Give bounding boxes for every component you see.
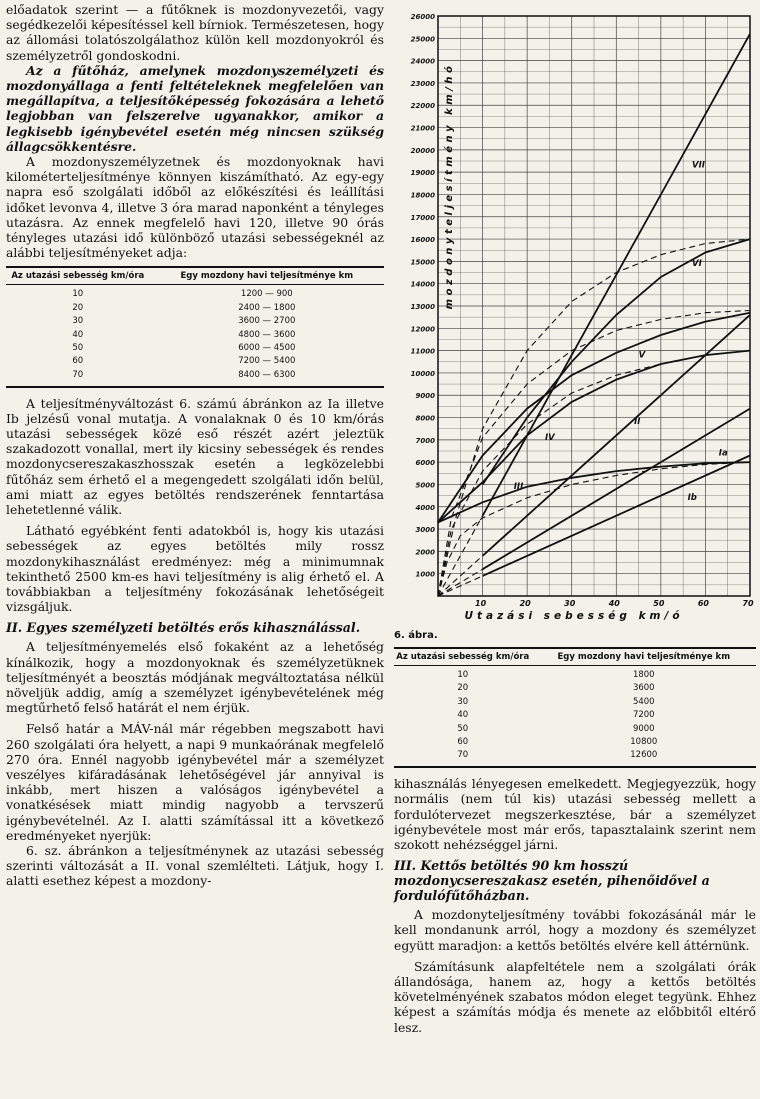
y-tick-label: 23000 [410, 79, 435, 88]
table-row [394, 683, 756, 696]
y-tick-label: 17000 [410, 213, 435, 222]
paragraph: kihasználás lényegesen emelkedett. Megjegyezzük, hogy normális (nem túl kis) utazási sebesség mellett a fordulótervezet megszerkesztése, bár a személyzet igénybevétele most már erős, tapasztalaink szerint nem szokott nehézséggel járni. [394, 776, 756, 852]
y-tick-label: 3000 [415, 526, 435, 535]
table-cell: 60 [457, 736, 469, 747]
table-cell: 40 [457, 710, 469, 721]
table-cell: 1800 [632, 670, 655, 680]
y-tick-label: 15000 [410, 258, 435, 267]
table-cell: 30 [72, 316, 84, 327]
y-tick-label: 16000 [410, 236, 435, 245]
table-cell: 70 [394, 750, 532, 768]
table-header-performance: Egy mozdony havi teljesítménye km [150, 267, 384, 285]
speed-performance-table [6, 266, 384, 387]
series-label: Ib [687, 493, 697, 504]
table-row [6, 356, 384, 369]
paragraph: A teljesítményemelés első fokaként az a lehetőség kínálkozik, hogy a mozdonyoknak és személyzetüknek teljesítményét a beosztás módjának megváltoztatása nélkül növeljük addig, amíg a személyzet igénybevételének még megtűrhető felső határát el nem érjük. [6, 639, 384, 716]
x-tick-label: 20 [519, 599, 531, 608]
table-header-speed: Az utazási sebesség km/óra [394, 648, 532, 666]
y-tick-label: 5000 [415, 481, 435, 490]
x-tick-label: 60 [697, 599, 709, 608]
section-heading: II. Egyes személyzeti betöltés erős kihasználással. [6, 620, 361, 636]
y-tick-label: 7000 [415, 436, 435, 445]
x-tick-label: 30 [564, 599, 576, 608]
series-label: VI [692, 258, 702, 269]
table-row [6, 315, 384, 328]
left-column [6, 2, 384, 889]
y-tick-label: 22000 [410, 102, 435, 111]
table-header-performance: Egy mozdony havi teljesítménye km [532, 648, 756, 666]
y-tick-label: 4000 [415, 503, 435, 512]
emphasis-paragraph: Az a fűtőház, amelynek mozdonyszemélyzeti és mozdonyállaga a fenti feltételeknek megfelelően van megállapítva, a teljesítőképesség fokozására a lehető legjobban van felszerelve ugyanakkor, amikor a legkisebb igénybevétel esetén még nincsen szükség állagcsökkentésre. [6, 62, 384, 154]
table-cell: 9000 [632, 723, 655, 734]
table-row [6, 302, 384, 315]
table-cell: 70 [6, 369, 150, 387]
performance-chart [394, 4, 756, 624]
table-cell: 50 [457, 723, 469, 734]
paragraph: A teljesítményváltozást 6. számú ábránkon az Ia illetve Ib jelzésű vonal mutatja. A vonalaknak 0 és 10 km/órás utazási sebességek közé eső részét azért jeleztük szakadozott vonallal, mert ily kicsiny sebességek és rendes mozdonycsereszakaszhosszak esetén a legközelebbi fűtőház sem érhető el a megengedett szolgálati időn belül, ami miatt az egyes betöltés rendszerének fenntartása lehetetlenné válik. [6, 395, 384, 518]
paragraph: előadatok szerint — a fűtőknek is mozdonyvezetői, vagy segédkezelői képesítéssel kell bírniok. Természetesen, hogy az állomási tolatószolgálathoz külön kell mozdonyokról és személyzetről gondoskodni. [6, 2, 384, 63]
section-heading: III. Kettős betöltés 90 km hosszú mozdonycsereszakasz esetén, pihenőidővel a fordulófűtőházban. [394, 858, 710, 904]
y-tick-label: 24000 [410, 57, 435, 66]
speed-performance-table-2 [394, 647, 756, 768]
table-cell: 5400 [632, 696, 655, 707]
y-tick-label: 11000 [410, 347, 435, 356]
table-row [394, 723, 756, 736]
y-tick-label: 26000 [410, 13, 435, 21]
table-cell: 2400 — 1800 [238, 302, 296, 313]
x-axis-label: Utazási sebesség km/ó [464, 610, 684, 622]
y-tick-label: 9000 [415, 392, 435, 401]
table-row [394, 709, 756, 722]
y-tick-label: 13000 [410, 303, 435, 311]
table-row [394, 736, 756, 749]
series-label: V [638, 350, 646, 361]
x-tick-label: 10 [475, 599, 487, 608]
y-tick-label: 1000 [415, 570, 435, 579]
table-cell: 7200 [632, 710, 655, 721]
y-tick-label: 12000 [410, 325, 435, 334]
table-header-speed: Az utazási sebesség km/óra [6, 267, 150, 285]
table-row [394, 666, 756, 683]
x-tick-label: 40 [608, 599, 620, 608]
table-cell: 10 [457, 670, 469, 680]
table-cell: 30 [457, 696, 469, 707]
y-tick-label: 14000 [410, 280, 435, 289]
x-tick-label: 50 [653, 599, 665, 608]
series-label: II [634, 417, 641, 428]
table-cell: 4800 — 3600 [238, 329, 296, 340]
table-cell: 8400 — 6300 [150, 369, 384, 387]
table-cell: 20 [72, 302, 84, 313]
table-row [394, 750, 756, 768]
table-cell: 3600 [632, 683, 655, 694]
paragraph: Látható egyébként fenti adatokból is, hogy kis utazási sebességek az egyes betöltés mily rossz mozdonykihasználást eredményez: még a minimumnak tekinthető 2500 km-es havi teljesítmény is alig érhető el. A továbbiakban a teljesítmény fokozásának lehetőségeit vizsgáljuk. [6, 523, 384, 615]
y-tick-label: 20000 [410, 146, 435, 155]
y-tick-label: 18000 [410, 191, 435, 200]
table-row [394, 696, 756, 709]
paragraph: Felső határ a MÁV-nál már régebben megszabott havi 260 szolgálati óra helyett, a napi 9 munkaórának megfelelő 270 óra. Ennél nagyobb igénybevétel már a személyzet veszélyes kifáradásának lehetőségével jár annyival is inkább, mert hiszen a valóságos igénybevétel a vonatkésések miatt mindig nagyobb a tervszerű igénybevételnél. Az I. alatti számítással itt a következő eredményeket nyerjük: [6, 721, 384, 843]
series-label: VII [692, 160, 705, 171]
table-cell: 1200 — 900 [240, 289, 293, 300]
series-label: IV [544, 432, 555, 443]
x-tick-label: 70 [742, 599, 754, 608]
y-tick-label: 2000 [415, 548, 435, 557]
table-row [6, 369, 384, 387]
paragraph: A mozdonyteljesítmény további fokozásánál már le kell mondanunk arról, hogy a mozdony és személyzet együtt maradjon: a kettős betöltés elvére kell áttérnünk. [394, 907, 756, 953]
series-label: Ia [718, 448, 728, 459]
y-tick-label: 10000 [410, 369, 435, 378]
paragraph: 6. sz. ábránkon a teljesítménynek az utazási sebesség szerinti változását a II. vonal szemlélteti. Látjuk, hogy I. alatti esethez képest a mozdony- [6, 843, 384, 889]
table-cell: 10 [72, 289, 84, 300]
table-cell: 12600 [532, 750, 756, 768]
paragraph: A mozdonyszemélyzetnek és mozdonyoknak havi kilométerteljesítménye könnyen kiszámítható. Az egy-egy napra eső szolgálati időből az előkészítési és leállítási időket levonva 4, illetve 3 óra marad naponként a tényleges utazásra. Az ennek megfelelő havi 120, illetve 90 órás tényleges utazási idő különböző utazási sebességeknél az alábbi teljesítményeket adja: [6, 154, 384, 261]
right-column [394, 4, 756, 1035]
y-tick-label: 19000 [410, 169, 435, 178]
figure-caption: 6. ábra. [394, 630, 438, 641]
table-cell: 7200 — 5400 [238, 356, 296, 367]
table-cell: 60 [72, 356, 84, 367]
paragraph: Számításunk alapfeltétele nem a szolgálati órák állandósága, hanem az, hogy a kettős betöltés követelményének szabatos módon eleget tegyünk. Ehhez képest a számítás módja és menete az előbbitől eltérő lesz. [394, 958, 756, 1035]
series-label: III [513, 481, 524, 492]
table-row [6, 285, 384, 302]
y-tick-label: 6000 [415, 459, 435, 468]
y-tick-label: 8000 [415, 414, 435, 423]
table-cell: 40 [72, 329, 84, 340]
table-row [6, 342, 384, 355]
y-axis-label: mozdonyteljesítmény km/hó [444, 62, 455, 310]
table-cell: 20 [457, 683, 469, 694]
table-cell: 10800 [630, 736, 658, 747]
table-cell: 6000 — 4500 [238, 343, 296, 354]
table-row [6, 329, 384, 342]
table-cell: 3600 — 2700 [238, 316, 296, 327]
y-tick-label: 21000 [410, 124, 435, 133]
table-cell: 50 [72, 343, 84, 354]
y-tick-label: 25000 [410, 35, 435, 44]
